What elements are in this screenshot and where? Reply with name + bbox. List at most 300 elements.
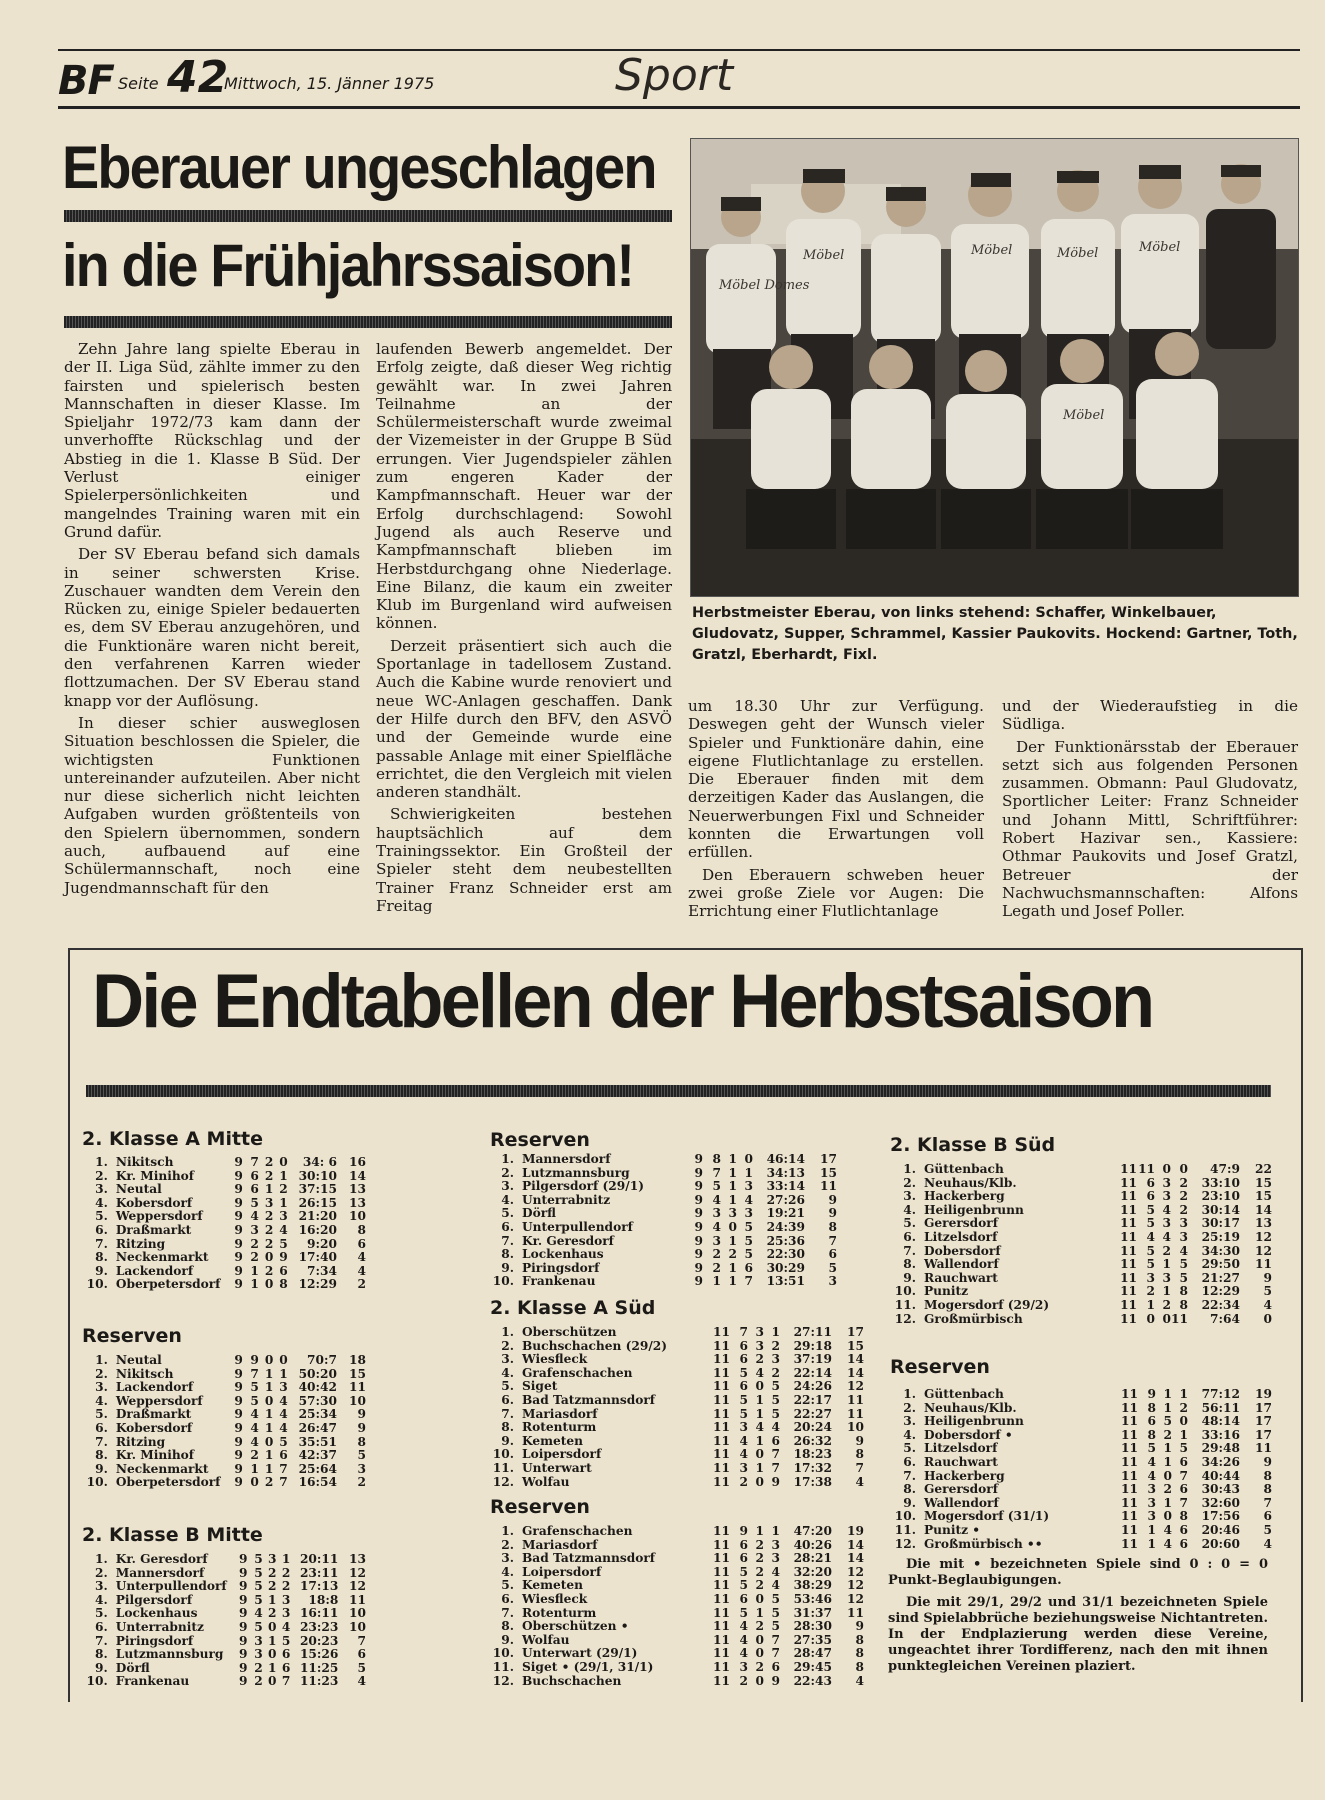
- cell-rank: 6.: [501, 1392, 514, 1407]
- cell-rank: 3.: [501, 1179, 514, 1194]
- cell-points: 12: [847, 1379, 864, 1394]
- cell-losses: 5: [1179, 1441, 1188, 1456]
- cell-goals: 56:11: [1201, 1400, 1240, 1415]
- table-row: [492, 1380, 864, 1394]
- cell-games: 9: [239, 1552, 248, 1566]
- cell-games: 9: [694, 1233, 703, 1248]
- cell-draws: 1: [268, 1592, 277, 1607]
- cell-draws: 0: [268, 1647, 277, 1662]
- cell-goals: 30:29: [766, 1260, 805, 1275]
- cell-points: 10: [847, 1420, 864, 1435]
- cell-rank: 4.: [95, 1393, 108, 1408]
- cell-rank: 2.: [95, 1366, 108, 1381]
- cell-losses: 1: [1179, 1427, 1188, 1442]
- cell-goals: 34:13: [766, 1165, 805, 1180]
- cell-goals: 50:20: [298, 1366, 337, 1381]
- cell-team-name: Dörfl: [115, 1660, 150, 1675]
- cell-goals: 22:27: [793, 1406, 832, 1421]
- cell-draws: 0: [264, 1353, 274, 1367]
- cell-losses: 6: [281, 1660, 291, 1675]
- cell-draws: 5: [1163, 1414, 1172, 1429]
- cell-wins: 5: [254, 1565, 263, 1580]
- cell-draws: 2: [755, 1551, 764, 1566]
- cell-games: 11: [713, 1564, 730, 1579]
- cell-rank: 7.: [501, 1406, 514, 1421]
- table-row: [86, 1278, 366, 1292]
- cell-points: 11: [847, 1605, 864, 1620]
- article-column-3: [688, 697, 984, 921]
- cell-goals: 17:40: [298, 1250, 337, 1265]
- cell-wins: 1: [250, 1461, 259, 1476]
- cell-goals: 25:36: [766, 1233, 805, 1248]
- cell-team-name: Unterwart: [522, 1460, 592, 1475]
- cell-team-name: Heiligenbrunn: [924, 1414, 1024, 1429]
- cell-goals: 20:11: [299, 1552, 339, 1566]
- cell-goals: 48:14: [1201, 1414, 1240, 1429]
- table-row: [894, 1190, 1272, 1204]
- cell-goals: 9:20: [307, 1236, 337, 1251]
- table-row: [86, 1580, 366, 1594]
- cell-points: 12: [349, 1565, 366, 1580]
- cell-games: 11: [713, 1605, 730, 1620]
- cell-goals: 40:42: [298, 1380, 337, 1395]
- cell-wins: 7: [712, 1165, 721, 1180]
- cell-losses: 3: [744, 1179, 753, 1194]
- cell-rank: 2.: [501, 1165, 514, 1180]
- standings-table-a-sued-reserven: [492, 1525, 864, 1688]
- cell-points: 8: [828, 1219, 837, 1234]
- team-photo: [690, 138, 1299, 597]
- cell-points: 13: [349, 1552, 366, 1566]
- cell-draws: 1: [728, 1274, 737, 1289]
- cell-team-name: Kr. Geresdorf: [522, 1233, 614, 1248]
- cell-points: 5: [357, 1448, 366, 1463]
- cell-points: 17: [1255, 1427, 1272, 1442]
- cell-wins: 5: [739, 1605, 748, 1620]
- cell-points: 9: [1263, 1454, 1272, 1469]
- cell-losses: 4: [279, 1407, 288, 1422]
- cell-games: 9: [239, 1647, 248, 1662]
- table-row: [492, 1661, 864, 1675]
- cell-wins: 5: [254, 1592, 263, 1607]
- cell-points: 4: [855, 1474, 864, 1489]
- cell-rank: 11.: [894, 1297, 916, 1312]
- cell-goals: 30:17: [1201, 1216, 1240, 1231]
- cell-games: 9: [234, 1209, 243, 1224]
- cell-games: 11: [713, 1392, 730, 1407]
- cell-wins: 4: [250, 1209, 259, 1224]
- cell-team-name: Lutzmannsburg: [522, 1165, 630, 1180]
- cell-rank: 12.: [492, 1673, 514, 1688]
- cell-team-name: Lockenhaus: [522, 1247, 604, 1262]
- cell-games: 9: [239, 1619, 248, 1634]
- cell-losses: 1: [281, 1552, 291, 1566]
- cell-points: 5: [1263, 1522, 1272, 1537]
- cell-goals: 29:45: [793, 1659, 832, 1674]
- cell-points: 13: [349, 1182, 366, 1197]
- table-row: [86, 1395, 366, 1409]
- cell-wins: 2: [250, 1448, 259, 1463]
- table-row: [894, 1313, 1272, 1327]
- cell-goals: 29:18: [793, 1338, 832, 1353]
- table-row: [86, 1662, 366, 1676]
- cell-rank: 8.: [501, 1420, 514, 1435]
- cell-draws: 0: [264, 1277, 274, 1292]
- cell-losses: 7: [771, 1646, 780, 1661]
- cell-games: 11: [713, 1338, 730, 1353]
- cell-games: 11: [713, 1551, 730, 1566]
- cell-points: 9: [357, 1420, 366, 1435]
- cell-goals: 16:54: [298, 1475, 337, 1490]
- cell-wins: 11: [1138, 1162, 1156, 1176]
- cell-games: 9: [694, 1179, 703, 1194]
- cell-losses: 3: [1179, 1229, 1188, 1244]
- cell-draws: 3: [755, 1338, 764, 1353]
- cell-points: 4: [357, 1250, 366, 1265]
- cell-wins: 6: [250, 1182, 259, 1197]
- cell-draws: 1: [755, 1406, 764, 1421]
- cell-losses: 3: [771, 1537, 780, 1552]
- cell-points: 13: [349, 1195, 366, 1210]
- cell-goals: 13:51: [766, 1274, 805, 1289]
- cell-wins: 3: [1146, 1270, 1156, 1285]
- cell-draws: 0: [755, 1673, 764, 1688]
- cell-points: 14: [349, 1168, 366, 1183]
- cell-rank: 9.: [95, 1461, 108, 1476]
- cell-wins: 2: [739, 1474, 748, 1489]
- page-number: 42: [167, 52, 229, 103]
- cell-rank: 8.: [501, 1619, 514, 1634]
- cell-points: 5: [357, 1660, 366, 1675]
- cell-rank: 11.: [492, 1659, 514, 1674]
- cell-games: 11: [1121, 1414, 1138, 1429]
- cell-wins: 3: [739, 1659, 748, 1674]
- cell-wins: 6: [739, 1338, 748, 1353]
- cell-losses: 6: [771, 1659, 780, 1674]
- standings-table-a-mitte: [86, 1156, 366, 1292]
- cell-goals: 27:26: [766, 1192, 805, 1207]
- cell-games: 11: [713, 1433, 730, 1448]
- cell-losses: 5: [771, 1392, 780, 1407]
- cell-draws: 2: [268, 1579, 277, 1594]
- cell-rank: 5.: [501, 1578, 514, 1593]
- cell-wins: 6: [739, 1537, 748, 1552]
- cell-rank: 2.: [903, 1400, 916, 1415]
- cell-wins: 4: [712, 1219, 721, 1234]
- cell-wins: 4: [739, 1433, 748, 1448]
- cell-losses: 7: [1179, 1468, 1188, 1483]
- cell-games: 11: [1120, 1297, 1138, 1312]
- table-row: [894, 1524, 1272, 1538]
- cell-games: 11: [1121, 1522, 1138, 1537]
- cell-wins: 6: [739, 1551, 748, 1566]
- cell-losses: 7: [771, 1632, 780, 1647]
- cell-draws: 2: [728, 1247, 737, 1262]
- cell-losses: 9: [771, 1673, 780, 1688]
- cell-draws: 2: [264, 1222, 274, 1237]
- cell-rank: 7.: [95, 1236, 108, 1251]
- cell-rank: 11.: [492, 1460, 514, 1475]
- cell-points: 17: [847, 1325, 864, 1339]
- cell-draws: 1: [264, 1380, 274, 1395]
- cell-rank: 1.: [903, 1387, 916, 1401]
- cell-points: 7: [1263, 1495, 1272, 1510]
- cell-games: 11: [713, 1420, 730, 1435]
- cell-team-name: Unterrabnitz: [522, 1192, 611, 1207]
- cell-team-name: Mariasdorf: [522, 1406, 598, 1421]
- cell-rank: 10.: [86, 1475, 108, 1490]
- cell-rank: 10.: [894, 1509, 916, 1524]
- cell-points: 8: [1263, 1482, 1272, 1497]
- league-title-b-mitte: 2. Klasse B Mitte: [82, 1524, 263, 1546]
- cell-wins: 1: [1146, 1297, 1156, 1312]
- cell-team-name: Unterwart (29/1): [522, 1646, 638, 1661]
- cell-rank: 7.: [95, 1434, 108, 1449]
- cell-points: 10: [349, 1209, 366, 1224]
- cell-losses: 9: [279, 1250, 288, 1265]
- cell-team-name: Rauchwart: [924, 1454, 998, 1469]
- shirt-print: Möbel: [1139, 240, 1181, 255]
- cell-rank: 5.: [903, 1216, 916, 1231]
- cell-goals: 25:19: [1201, 1229, 1240, 1244]
- table-row: [492, 1408, 864, 1422]
- cell-rank: 3.: [95, 1182, 108, 1197]
- cell-rank: 4.: [903, 1202, 916, 1217]
- cell-draws: 0: [755, 1379, 764, 1394]
- league-title-b-sued-reserven: Reserven: [890, 1356, 990, 1378]
- cell-losses: 3: [279, 1380, 288, 1395]
- cell-goals: 26:47: [298, 1420, 337, 1435]
- cell-games: 11: [713, 1460, 730, 1475]
- cell-wins: 5: [1146, 1202, 1156, 1217]
- standings-table-a-mitte-reserven: [86, 1354, 366, 1490]
- cell-games: 11: [713, 1646, 730, 1661]
- table-row: [894, 1258, 1272, 1272]
- cell-wins: 5: [1146, 1216, 1156, 1231]
- table-row: [492, 1435, 864, 1449]
- cell-games: 11: [1120, 1270, 1138, 1285]
- cell-draws: 0: [755, 1646, 764, 1661]
- cell-team-name: Lutzmannsburg: [115, 1647, 224, 1662]
- cell-points: 11: [349, 1380, 366, 1395]
- cell-team-name: Rauchwart: [924, 1270, 998, 1285]
- cell-team-name: Kemeten: [522, 1433, 583, 1448]
- cell-points: 14: [847, 1551, 864, 1566]
- table-row: [894, 1217, 1272, 1231]
- cell-rank: 4.: [501, 1192, 514, 1207]
- cell-losses: 0: [1179, 1162, 1188, 1176]
- cell-points: 10: [349, 1619, 366, 1634]
- cell-rank: 5.: [95, 1209, 108, 1224]
- cell-games: 11: [1120, 1175, 1138, 1190]
- cell-points: 7: [855, 1460, 864, 1475]
- cell-losses: 2: [771, 1338, 780, 1353]
- table-row: [86, 1210, 366, 1224]
- cell-goals: 25:64: [298, 1461, 337, 1476]
- cell-team-name: Kr. Minihof: [115, 1448, 195, 1463]
- cell-goals: 27:35: [793, 1632, 832, 1647]
- table-row: [492, 1634, 864, 1648]
- cell-rank: 2.: [95, 1168, 108, 1183]
- cell-points: 6: [828, 1247, 837, 1262]
- cell-losses: 4: [1179, 1243, 1188, 1258]
- cell-losses: 6: [279, 1448, 288, 1463]
- cell-goals: 16:11: [299, 1606, 339, 1621]
- cell-goals: 37:15: [298, 1182, 337, 1197]
- cell-draws: 2: [264, 1236, 274, 1251]
- cell-rank: 2.: [95, 1565, 108, 1580]
- table-row: [86, 1408, 366, 1422]
- cell-team-name: Grafenschachen: [522, 1524, 633, 1538]
- cell-rank: 9.: [95, 1263, 108, 1278]
- cell-team-name: Wolfau: [522, 1474, 570, 1489]
- table-row: [492, 1476, 864, 1490]
- cell-team-name: Kobersdorf: [115, 1420, 193, 1435]
- cell-team-name: Lackendorf: [115, 1263, 194, 1278]
- cell-wins: 1: [250, 1263, 259, 1278]
- cell-games: 9: [234, 1353, 243, 1367]
- cell-points: 9: [357, 1407, 366, 1422]
- cell-rank: 6.: [501, 1219, 514, 1234]
- cell-points: 15: [349, 1366, 366, 1381]
- cell-losses: 7: [744, 1274, 753, 1289]
- cell-losses: 6: [771, 1433, 780, 1448]
- cell-losses: 4: [281, 1619, 291, 1634]
- cell-points: 11: [820, 1179, 837, 1194]
- cell-games: 11: [713, 1447, 730, 1462]
- cell-losses: 6: [1179, 1536, 1188, 1551]
- table-row: [492, 1539, 864, 1553]
- cell-team-name: Weppersdorf: [115, 1209, 203, 1224]
- cell-rank: 5.: [95, 1407, 108, 1422]
- cell-rank: 8.: [95, 1448, 108, 1463]
- cell-losses: 4: [279, 1222, 288, 1237]
- cell-draws: 0: [755, 1591, 764, 1606]
- cell-draws: 2: [264, 1263, 274, 1278]
- cell-games: 9: [239, 1674, 248, 1689]
- cell-team-name: Pilgersdorf (29/1): [522, 1179, 644, 1194]
- cell-team-name: Dobersdorf •: [924, 1427, 1013, 1442]
- cell-goals: 16:20: [298, 1222, 337, 1237]
- cell-draws: 3: [1162, 1216, 1172, 1231]
- table-row: [86, 1170, 366, 1184]
- cell-rank: 9.: [95, 1660, 108, 1675]
- cell-draws: 1: [728, 1233, 737, 1248]
- cell-wins: 1: [250, 1277, 259, 1292]
- cell-team-name: Lackendorf: [115, 1380, 194, 1395]
- cell-losses: 4: [744, 1192, 753, 1207]
- table-row: [86, 1156, 366, 1170]
- cell-games: 11: [713, 1591, 730, 1606]
- cell-wins: 5: [712, 1179, 721, 1194]
- cell-team-name: Mogersdorf (29/2): [924, 1297, 1050, 1312]
- table-row: [86, 1567, 366, 1581]
- cell-wins: 4: [739, 1619, 748, 1634]
- cell-wins: 5: [739, 1365, 748, 1380]
- table-row: [492, 1462, 864, 1476]
- table-row: [492, 1194, 837, 1208]
- cell-goals: 17:32: [793, 1460, 832, 1475]
- cell-wins: 6: [1146, 1175, 1156, 1190]
- cell-draws: 2: [755, 1537, 764, 1552]
- cell-losses: 1: [279, 1168, 288, 1183]
- cell-rank: 8.: [95, 1647, 108, 1662]
- cell-points: 8: [855, 1659, 864, 1674]
- cell-games: 11: [1120, 1202, 1138, 1217]
- cell-wins: 6: [250, 1168, 259, 1183]
- cell-goals: 22:43: [793, 1673, 832, 1688]
- cell-losses: 6: [1179, 1482, 1188, 1497]
- cell-draws: 1: [264, 1366, 274, 1381]
- table-row: [492, 1579, 864, 1593]
- cell-rank: 10.: [492, 1274, 514, 1289]
- paragraph: In dieser schier ausweglosen Situation beschlossen die Spieler, die wichtigsten Funktionen untereinander aufzuteilen. Aber nicht nur diese sicherlich nicht leichten Aufgaben wurden größtenteils von den Spielern übernommen, sondern auch, aufbauend auf eine Schülermannschaft, noch eine Jugendmannschaft für den: [64, 713, 360, 897]
- table-row: [492, 1221, 837, 1235]
- cell-team-name: Neutal: [115, 1182, 162, 1197]
- cell-losses: 6: [281, 1647, 291, 1662]
- cell-rank: 8.: [501, 1247, 514, 1262]
- cell-points: 4: [357, 1263, 366, 1278]
- cell-wins: 3: [254, 1647, 263, 1662]
- cell-goals: 30:43: [1201, 1482, 1240, 1497]
- cell-rank: 6.: [501, 1591, 514, 1606]
- cell-team-name: Kr. Geresdorf: [115, 1552, 208, 1566]
- cell-draws: 2: [1162, 1243, 1172, 1258]
- cell-points: 5: [1263, 1284, 1272, 1299]
- cell-goals: 47:9: [1210, 1162, 1240, 1176]
- cell-draws: 2: [1162, 1297, 1172, 1312]
- cell-draws: 2: [268, 1565, 277, 1580]
- cell-wins: 8: [712, 1152, 721, 1166]
- cell-rank: 5.: [95, 1606, 108, 1621]
- cell-points: 2: [357, 1475, 366, 1490]
- cell-rank: 7.: [903, 1468, 916, 1483]
- cell-team-name: Güttenbach: [924, 1387, 1004, 1401]
- headline-bar-2: [64, 316, 672, 328]
- cell-games: 9: [234, 1434, 243, 1449]
- cell-games: 11: [1121, 1400, 1138, 1415]
- table-row: [86, 1224, 366, 1238]
- cell-goals: 30:10: [298, 1168, 337, 1183]
- paragraph: Schwierigkeiten bestehen hauptsächlich auf dem Trainingssektor. Ein Großteil der Spieler steht dem neubestellten Trainer Franz Schneider erst am Freitag: [376, 805, 672, 915]
- cell-goals: 32:20: [793, 1564, 832, 1579]
- cell-team-name: Punitz •: [924, 1522, 981, 1537]
- cell-draws: 2: [264, 1209, 274, 1224]
- cell-rank: 8.: [903, 1257, 916, 1272]
- cell-points: 0: [1263, 1311, 1272, 1326]
- cell-points: 12: [847, 1591, 864, 1606]
- cell-goals: 11:25: [299, 1660, 339, 1675]
- cell-draws: 1: [728, 1179, 737, 1194]
- cell-losses: 2: [1179, 1202, 1188, 1217]
- cell-points: 7: [357, 1633, 366, 1648]
- cell-team-name: Wallendorf: [924, 1257, 999, 1272]
- cell-points: 9: [828, 1206, 837, 1221]
- article-column-2: [376, 340, 672, 915]
- paragraph: Derzeit präsentiert sich auch die Sportanlage in tadellosem Zustand. Auch die Kabine wurde renoviert und neue WC-Anlagen geschaffen. Dank der Hilfe durch den BFV, den ASVÖ und der Gemeinde wurde eine passable Anlage mit einer Spielfläche errichtet, die den Vergleich mit vielen anderen standhält.: [376, 636, 672, 802]
- cell-team-name: Loipersdorf: [522, 1447, 602, 1462]
- cell-losses: 5: [771, 1406, 780, 1421]
- cell-goals: 12:29: [1201, 1284, 1240, 1299]
- cell-rank: 10.: [86, 1277, 108, 1292]
- cell-points: 7: [828, 1233, 837, 1248]
- cell-points: 9: [855, 1619, 864, 1634]
- cell-rank: 9.: [501, 1433, 514, 1448]
- cell-wins: 4: [254, 1606, 263, 1621]
- cell-rank: 12.: [894, 1536, 916, 1551]
- cell-draws: 1: [1163, 1400, 1172, 1415]
- cell-points: 4: [855, 1673, 864, 1688]
